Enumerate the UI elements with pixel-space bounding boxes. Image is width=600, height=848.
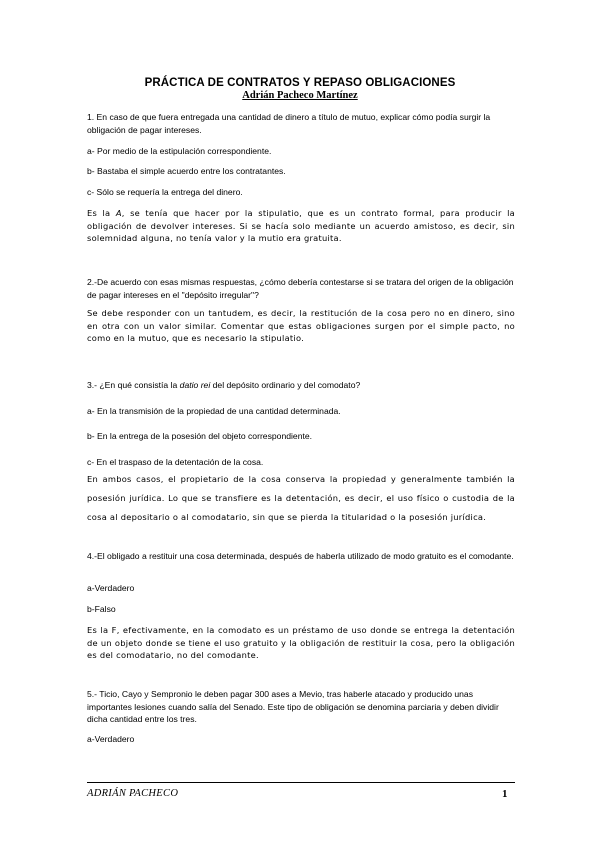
question-4-text: 4.-El obligado a restituir una cosa determinada, después de haberla utilizado de modo gratuito es el comodante.: [87, 551, 514, 561]
question-1-option-b: b- Bastaba el simple acuerdo entre los contratantes.: [87, 166, 286, 176]
author-name: Adrián Pacheco Martínez: [242, 90, 358, 101]
answer-1-letter: A: [115, 208, 122, 218]
question-4-option-a: a-Verdadero: [87, 583, 135, 593]
question-1-text: 1. En caso de que fuera entregada una cantidad de dinero a título de mutuo, explicar cómo podía surgir la obligación de pagar intereses.: [87, 112, 491, 135]
question-3-prefix: 3.- ¿En qué consistía la: [87, 380, 180, 390]
question-3-answer: En ambos casos, el propietario de la cosa conserva la propiedad y generalmente también la posesión jurídica. Lo que se transfiere es la detentación, es decir, el uso físico o custodia de la cosa al depositario o al comodatario, sin que se pierda la titularidad o la posesión jurídica.: [87, 474, 515, 522]
question-2-answer: Se debe responder con un tantudem, es decir, la restitución de la cosa pero no en dinero, sino en otra con un valor similar. Comentar que estas obligaciones surgen por el simple pacto, no como en la mutuo, que es necesario la stipulatio.: [87, 308, 515, 343]
question-4-option-b: b-Falso: [87, 604, 116, 614]
page-title: PRÁCTICA DE CONTRATOS Y REPASO OBLIGACIONES: [144, 77, 456, 89]
answer-1-body: , se tenía que hacer por la stipulatio, que es un contrato formal, para producir la obligación de devolver intereses. Si se hacía solo mediante un acuerdo amistoso, es decir, sin solemnidad alguna, no tenía valor y la mutio era gratuita.: [87, 208, 515, 243]
question-1-answer: [87, 207, 515, 245]
page-number: 1: [502, 788, 508, 800]
question-3-italic-term: datio rei: [179, 380, 211, 390]
answer-1-prefix: Es la: [87, 208, 116, 218]
question-2-text: 2.-De acuerdo con esas mismas respuestas, ¿cómo debería contestarse si se tratara del origen de la obligación de pagar intereses en el "depósito irregular"?: [87, 277, 514, 300]
question-5-option-a: a-Verdadero: [87, 734, 135, 744]
question-3-option-b: b- En la entrega de la posesión del objeto correspondiente.: [87, 431, 313, 441]
question-3-text: [87, 379, 515, 392]
question-3-suffix: del depósito ordinario y del comodato?: [210, 380, 361, 390]
footer-author: ADRIÁN PACHECO: [87, 788, 179, 799]
question-1-option-c: c- Sólo se requería la entrega del dinero.: [87, 187, 243, 197]
question-1-option-a: a- Por medio de la estipulación correspondiente.: [87, 146, 272, 156]
question-3-option-a: a- En la transmisión de la propiedad de una cantidad determinada.: [87, 406, 341, 416]
question-3-option-c: c- En el traspaso de la detentación de la cosa.: [87, 457, 264, 467]
footer-divider: [87, 782, 515, 783]
question-4-answer: Es la F, efectivamente, en la comodato es un préstamo de uso donde se entrega la detentación de un objeto donde se tiene el uso gratuito y la obligación de restituir la cosa, pero la obligación es del comodatario, no del comodante.: [87, 625, 515, 660]
question-5-text: 5.- Ticio, Cayo y Sempronio le deben pagar 300 ases a Mevio, tras haberle atacado y producido unas importantes lesiones cuando salía del Senado. Este tipo de obligación se denomina parciaria y deben dividir dicha cantidad entre los tres.: [87, 689, 499, 724]
